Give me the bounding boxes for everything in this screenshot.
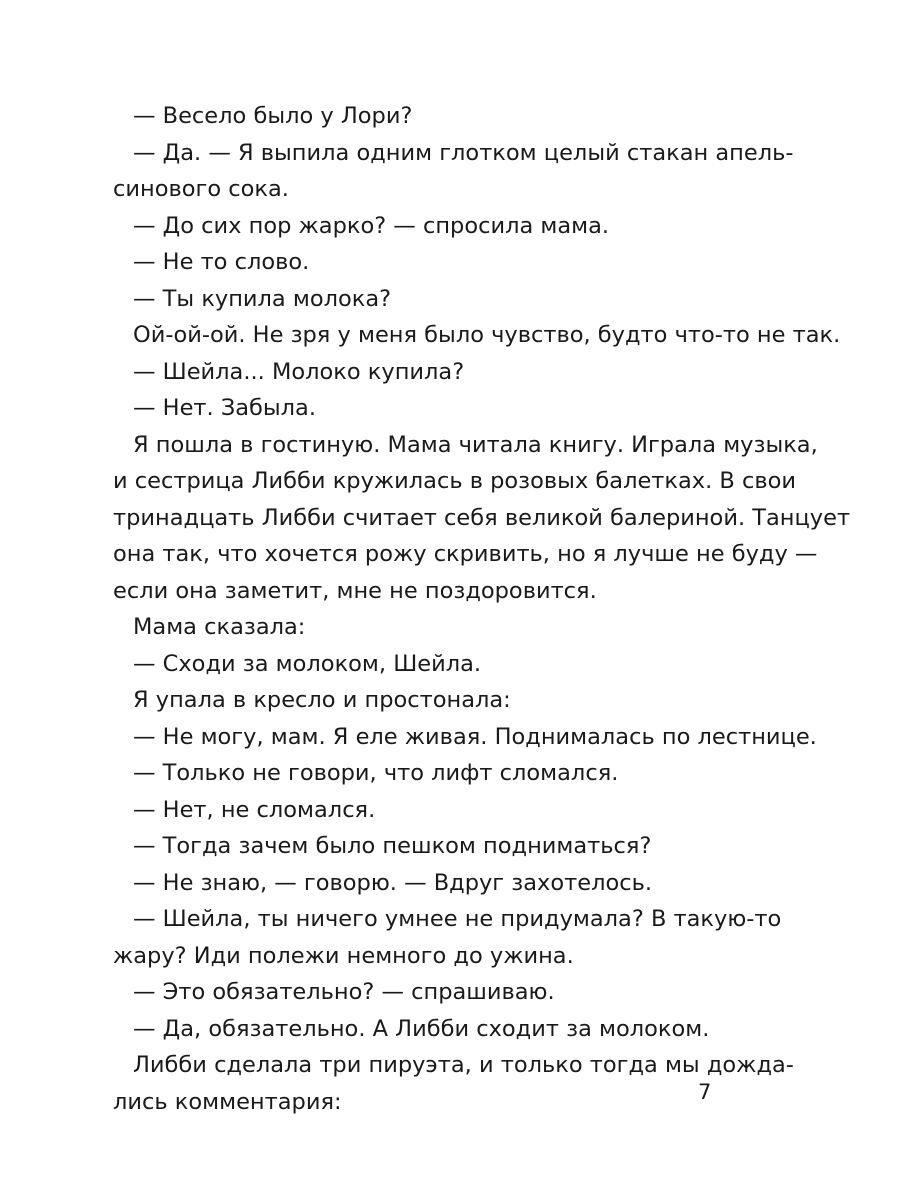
text-line: Либби сделала три пируэта, и только тогда мы дожда- bbox=[133, 1052, 794, 1078]
text-line: Ой-ой-ой. Не зря у меня было чувство, будто что-то не так. bbox=[133, 322, 841, 348]
text-line: жару? Иди полежи немного до ужина. bbox=[113, 942, 574, 969]
text-line: она так, что хочется рожу скривить, но я лучше не буду — bbox=[113, 541, 818, 567]
text-line: — Весело было у Лори? bbox=[133, 103, 413, 129]
text-line: — Нет, не сломался. bbox=[133, 796, 376, 823]
text-line: Мама сказала: bbox=[133, 614, 306, 640]
text-line: лись комментария: bbox=[113, 1088, 342, 1115]
text-line: — Не могу, мам. Я еле живая. Поднималась по лестнице. bbox=[133, 723, 817, 750]
text-line: — До сих пор жарко? — спросила мама. bbox=[133, 212, 610, 239]
text-line: тринадцать Либби считает себя великой балериной. Танцует bbox=[113, 504, 851, 531]
body-text bbox=[113, 98, 851, 1120]
text-line: Я упала в кресло и простонала: bbox=[133, 687, 511, 713]
text-line: если она заметит, мне не поздоровится. bbox=[113, 577, 597, 604]
text-line: — Только не говори, что лифт сломался. bbox=[133, 760, 619, 786]
text-line: — Не то слово. bbox=[133, 249, 310, 275]
page-number: 7 bbox=[698, 1080, 712, 1104]
text-line: — Шейла... Молоко купила? bbox=[133, 358, 465, 385]
text-line: — Это обязательно? — спрашиваю. bbox=[133, 979, 555, 1005]
text-line: — Не знаю, — говорю. — Вдруг захотелось. bbox=[133, 869, 652, 896]
text-line: — Нет. Забыла. bbox=[133, 395, 316, 421]
text-line: и сестрица Либби кружилась в розовых балетках. В свои bbox=[113, 468, 797, 494]
text-line: — Тогда зачем было пешком подниматься? bbox=[133, 833, 652, 859]
text-line: — Ты купила молока? bbox=[133, 285, 392, 312]
text-line: — Шейла, ты ничего умнее не придумала? В такую-то bbox=[133, 906, 782, 932]
text-line: синового сока. bbox=[113, 176, 289, 202]
text-line: — Да. — Я выпила одним глотком целый стакан апель- bbox=[133, 139, 794, 166]
text-line: — Сходи за молоком, Шейла. bbox=[133, 650, 482, 677]
text-line: — Да, обязательно. А Либби сходит за молоком. bbox=[133, 1015, 710, 1042]
text-line: Я пошла в гостиную. Мама читала книгу. Играла музыка, bbox=[133, 431, 818, 458]
